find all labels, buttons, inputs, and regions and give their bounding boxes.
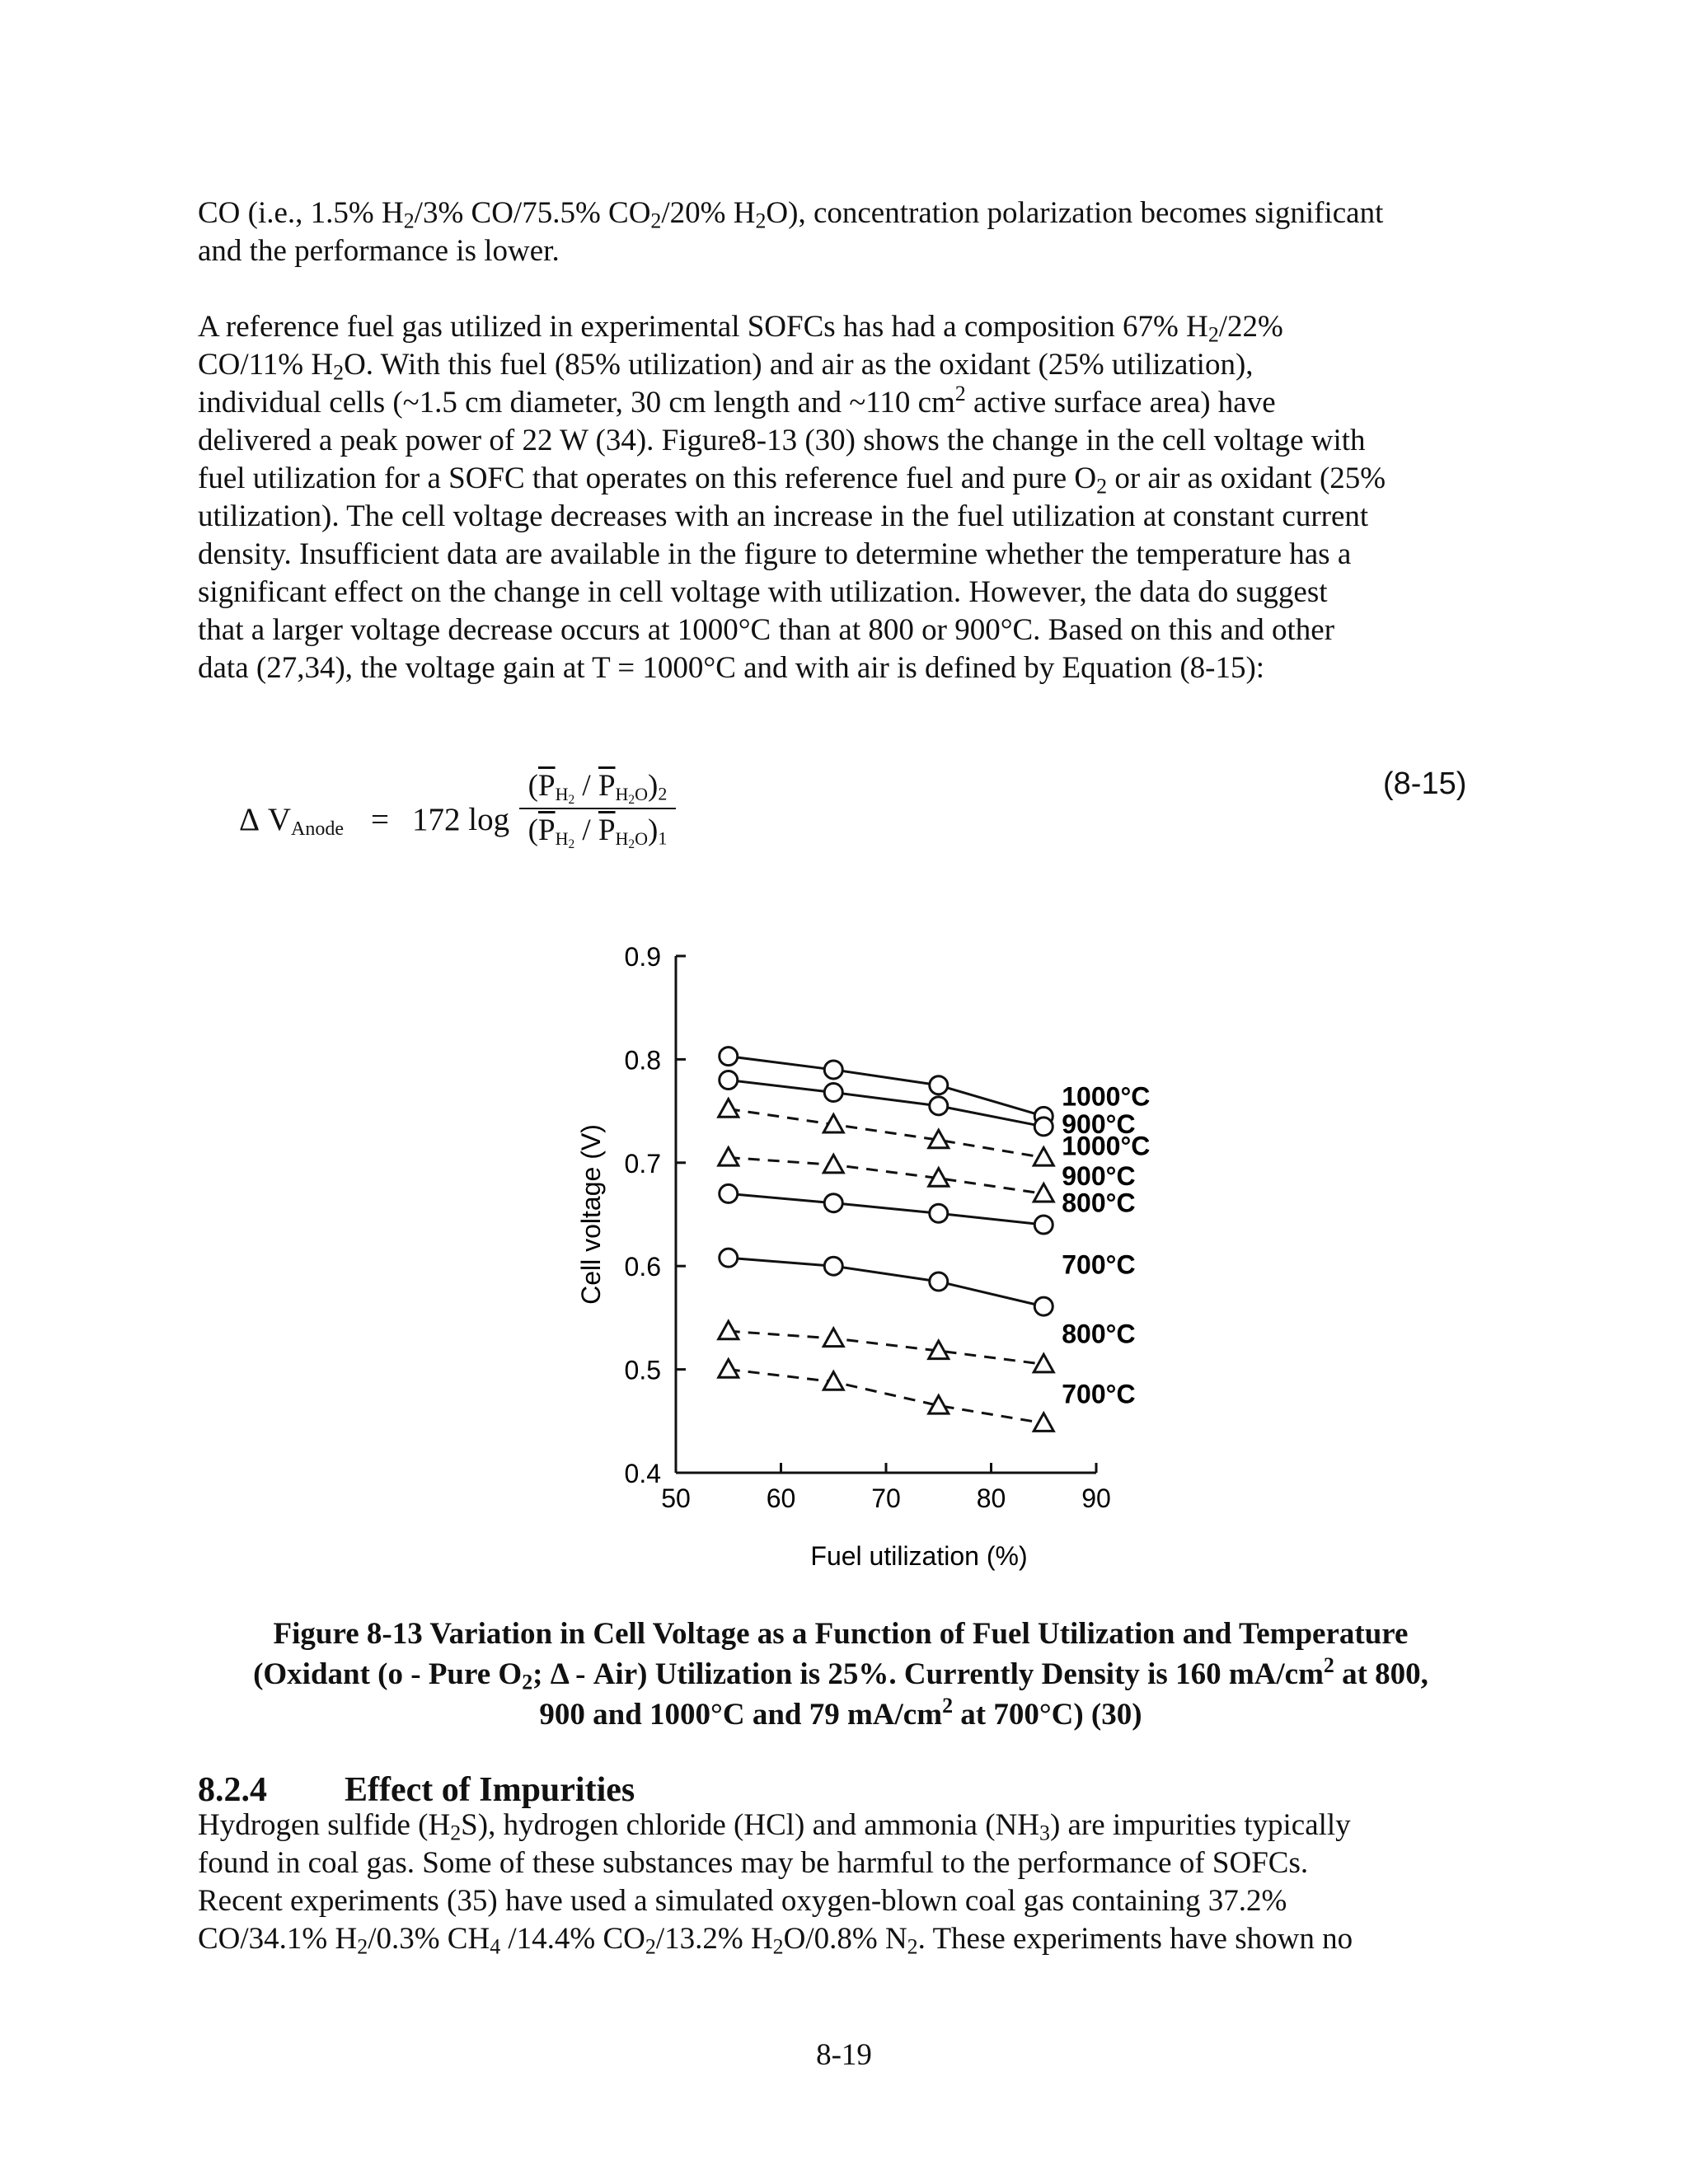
data-point-circle — [824, 1084, 842, 1102]
x-tick-label: 70 — [871, 1483, 901, 1513]
text-line: fuel utilization for a SOFC that operates on this reference fuel and pure $O_2$ or air as oxidant (25% — [198, 462, 1386, 499]
data-point-circle — [824, 1257, 842, 1275]
data-point-triangle — [719, 1321, 738, 1339]
data-point-circle — [930, 1272, 948, 1291]
text-line: delivered a peak power of 22 W (34). Figure8-13 (30) shows the change in the cell voltage with — [198, 424, 1366, 457]
y-tick-label: 0.8 — [624, 1045, 661, 1076]
equation-8-15 — [239, 766, 1525, 874]
figure-8-13 — [569, 931, 1195, 1591]
data-point-circle — [930, 1097, 948, 1115]
y-tick-label: 0.4 — [624, 1459, 661, 1488]
paragraph-1 — [198, 194, 1517, 270]
data-point-triangle — [719, 1148, 738, 1166]
y-axis-label: Cell voltage (V) — [576, 1124, 606, 1305]
series-line — [729, 1258, 1044, 1306]
data-point-triangle — [1034, 1183, 1053, 1202]
series-label: 1000°C — [1062, 1131, 1151, 1161]
data-point-triangle — [1034, 1148, 1053, 1166]
data-point-triangle — [1034, 1413, 1053, 1432]
y-tick-label: 0.5 — [624, 1355, 661, 1385]
series-label: 800°C — [1062, 1188, 1136, 1218]
data-point-circle — [720, 1249, 738, 1267]
equation-lhs: Δ $V_{Anode}$ — [239, 802, 344, 840]
series-label: 800°C — [1062, 1319, 1136, 1349]
series-line — [729, 1370, 1044, 1423]
caption-line: Figure 8-13 Variation in Cell Voltage as a Function of Fuel Utilization and Temperature — [273, 1617, 1409, 1651]
data-point-triangle — [823, 1329, 843, 1347]
page-number: 8-19 — [816, 2038, 872, 2072]
text-line: found in coal gas. Some of these substances may be harmful to the performance of SOFCs. — [198, 1846, 1309, 1880]
series-line — [729, 1331, 1044, 1364]
data-point-circle — [824, 1061, 842, 1079]
fraction-bar — [519, 808, 676, 809]
text-line: data (27,34), the voltage gain at T = 1000°C and with air is defined by Equation (8-15): — [198, 651, 1265, 685]
paragraph-2 — [198, 308, 1517, 687]
x-tick-label: 90 — [1081, 1483, 1111, 1513]
data-point-triangle — [719, 1099, 738, 1118]
text-line: CO/34.1% $H_2/0.3\%$ $CH_4$ /14.4% $CO_2/13.2\%$ $H_2O/0.8\%$ $N_2$. These experiments have shown no — [198, 1922, 1353, 1959]
series-line — [729, 1158, 1044, 1194]
section-number: 8.2.4 — [198, 1771, 267, 1809]
text-line: density. Insufficient data are available in the figure to determine whether the temperature has a — [198, 537, 1352, 571]
series-label: 900°C — [1062, 1160, 1136, 1191]
section-heading — [198, 1770, 635, 1810]
equation-number: (8-15) — [1383, 766, 1467, 801]
text-line: and the performance is lower. — [198, 234, 560, 268]
y-tick-label: 0.9 — [624, 942, 661, 972]
text-line: Hydrogen sulfide $(H_2S)$, hydrogen chloride (HCl) and ammonia $(NH_3)$ are impurities typically — [198, 1808, 1351, 1845]
series-label: 700°C — [1062, 1249, 1136, 1280]
series-line — [729, 1193, 1044, 1225]
text-line: significant effect on the change in cell voltage with utilization. However, the data do suggest — [198, 575, 1328, 609]
x-tick-label: 80 — [976, 1483, 1006, 1513]
section-title: Effect of Impurities — [345, 1771, 635, 1809]
text-line: that a larger voltage decrease occurs at 1000°C than at 800 or 900°C. Based on this and other — [198, 613, 1335, 647]
y-tick-label: 0.6 — [624, 1252, 661, 1282]
data-point-circle — [824, 1194, 842, 1212]
data-point-circle — [720, 1047, 738, 1066]
equation-numerator: $(\overline{P}_{H_2} / \overline{P}_{H_2O})_2$ — [528, 769, 668, 807]
x-tick-label: 60 — [766, 1483, 796, 1513]
equation-equals: = — [371, 802, 389, 837]
data-point-triangle — [823, 1155, 843, 1173]
data-point-circle — [1034, 1216, 1053, 1234]
data-point-triangle — [1034, 1354, 1053, 1372]
data-point-circle — [1034, 1118, 1053, 1136]
equation-denominator: $(\overline{P}_{H_2} / \overline{P}_{H_2O})_1$ — [528, 813, 668, 851]
figure-caption — [198, 1614, 1484, 1735]
series-label: 700°C — [1062, 1379, 1136, 1409]
equation-fraction — [519, 766, 676, 851]
text-line: individual cells (~1.5 cm diameter, 30 cm length and ~110 $cm^2$ active surface area) have — [198, 381, 1276, 419]
text-line: CO/11% $H_2O$. With this fuel (85% utilization) and air as the oxidant (25% utilization), — [198, 348, 1254, 385]
data-point-circle — [720, 1184, 738, 1202]
x-axis-label: Fuel utilization (%) — [810, 1541, 1028, 1571]
series-label: 1000°C — [1062, 1081, 1151, 1112]
data-point-circle — [1034, 1297, 1053, 1315]
cell-voltage-chart — [569, 931, 1195, 1591]
text-line: CO (i.e., 1.5% $H_2/3\%$ CO/75.5% $CO_2/20\%$ $H_2O$), concentration polarization becomes significant — [198, 196, 1384, 233]
y-tick-label: 0.7 — [624, 1148, 661, 1179]
caption-line: (Oxidant (o - Pure $O_2$; Δ - Air) Utilization is 25%. Currently Density is 160 $mA/cm^2$ at 800, — [253, 1652, 1428, 1694]
text-line: utilization). The cell voltage decreases with an increase in the fuel utilization at constant current — [198, 499, 1369, 533]
text-line: A reference fuel gas utilized in experimental SOFCs has had a composition 67% $H_2/22\%$ — [198, 310, 1283, 347]
caption-line: 900 and 1000°C and 79 $mA/cm^2$ at 700°C) (30) — [539, 1693, 1142, 1732]
data-point-triangle — [719, 1360, 738, 1378]
equation-coefficient: 172 log — [412, 802, 510, 837]
paragraph-3 — [198, 1807, 1517, 1958]
series-label: 900°C — [1062, 1109, 1136, 1140]
x-tick-label: 50 — [661, 1483, 691, 1513]
data-point-circle — [930, 1076, 948, 1094]
data-point-circle — [720, 1071, 738, 1089]
text-line: Recent experiments (35) have used a simulated oxygen-blown coal gas containing 37.2% — [198, 1884, 1287, 1918]
data-point-triangle — [823, 1372, 843, 1390]
data-point-circle — [930, 1204, 948, 1222]
